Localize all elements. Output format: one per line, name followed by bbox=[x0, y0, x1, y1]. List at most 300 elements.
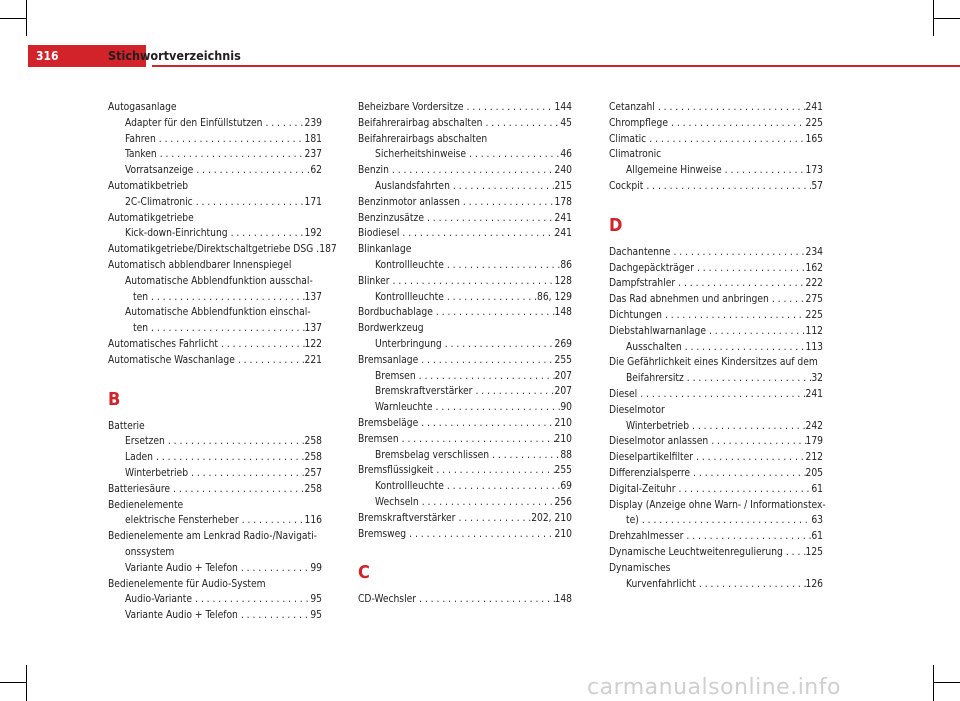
leader-dots bbox=[464, 100, 555, 116]
leader-dots bbox=[689, 419, 805, 435]
entry-term: Variante Audio + Telefon bbox=[125, 610, 238, 622]
index-subentry bbox=[358, 337, 572, 353]
entry-term: elektrische Fensterheber bbox=[125, 515, 239, 527]
entry-term: Dieselpartikelfilter bbox=[609, 452, 694, 464]
index-column-2 bbox=[358, 100, 572, 608]
index-entry bbox=[609, 466, 823, 482]
index-entry bbox=[609, 561, 823, 577]
entry-term: Digital-Zeituhr bbox=[609, 483, 676, 495]
leader-dots bbox=[239, 513, 305, 529]
page-reference: 258 bbox=[304, 452, 322, 464]
entry-term: Dachgepäckträger bbox=[609, 262, 694, 274]
index-subentry bbox=[358, 400, 572, 416]
crop-mark bbox=[933, 0, 934, 36]
page-reference: 257 bbox=[304, 467, 322, 479]
index-entry bbox=[609, 387, 823, 403]
leader-dots bbox=[424, 211, 555, 227]
page-reference: 62 bbox=[310, 165, 322, 177]
leader-dots bbox=[148, 290, 304, 306]
index-entry bbox=[358, 416, 572, 432]
entry-term: Winterbetrieb bbox=[626, 420, 690, 432]
leader-dots bbox=[694, 261, 806, 277]
page-reference: 239 bbox=[304, 117, 322, 129]
page-reference: 255 bbox=[554, 354, 572, 366]
index-subentry bbox=[358, 179, 572, 195]
header-rule bbox=[152, 65, 960, 67]
page-reference: 122 bbox=[304, 338, 322, 350]
index-entry bbox=[609, 261, 823, 277]
index-subentry bbox=[108, 305, 322, 321]
entry-term: Tanken bbox=[125, 149, 157, 161]
page-reference: 221 bbox=[304, 354, 322, 366]
entry-term: Autogasanlage bbox=[108, 102, 177, 113]
index-subentry bbox=[358, 479, 572, 495]
leader-dots bbox=[193, 163, 310, 179]
entry-term: Blinkanlage bbox=[358, 244, 412, 256]
entry-term: Beheizbare Vordersitze bbox=[358, 102, 464, 113]
leader-dots bbox=[639, 513, 812, 529]
leader-dots bbox=[444, 258, 560, 274]
entry-term: te) bbox=[626, 515, 639, 527]
crop-mark bbox=[0, 682, 26, 683]
entry-term: Bremsflüssigkeit bbox=[358, 465, 434, 477]
page-reference: 210 bbox=[554, 528, 572, 540]
index-subentry bbox=[108, 592, 322, 608]
index-entry bbox=[108, 482, 322, 498]
entry-term: Auslandsfahrten bbox=[375, 180, 450, 192]
entry-term: Automatisches Fahrlicht bbox=[108, 338, 218, 350]
index-entry bbox=[108, 353, 322, 369]
leader-dots bbox=[693, 450, 805, 466]
section-letter: D bbox=[609, 214, 623, 236]
page-reference: 215 bbox=[554, 180, 572, 192]
crop-mark bbox=[26, 0, 27, 36]
page-reference: 207 bbox=[554, 370, 572, 382]
index-subentry bbox=[108, 450, 322, 466]
entry-term: ten bbox=[133, 323, 149, 335]
index-subentry bbox=[108, 132, 322, 148]
running-head-title: Stichwortverzeichnis bbox=[108, 48, 241, 63]
entry-term: Sicherheitshinweise bbox=[375, 149, 467, 161]
leader-dots bbox=[157, 147, 305, 163]
entry-term: Automatische Abblendfunktion einschal- bbox=[125, 307, 311, 319]
index-entry bbox=[358, 100, 572, 116]
leader-dots bbox=[406, 527, 554, 543]
index-entry bbox=[358, 321, 572, 337]
index-entry bbox=[609, 371, 823, 387]
index-column-3 bbox=[609, 100, 826, 592]
entry-term: Beifahrerairbags abschalten bbox=[358, 133, 488, 145]
index-entry bbox=[609, 147, 823, 163]
entry-term: Die Gefährlichkeit eines Kindersitzes auf dem bbox=[609, 357, 818, 369]
entry-term: Bremsanlage bbox=[358, 354, 419, 366]
entry-term: Chrompflege bbox=[609, 117, 668, 129]
page-reference: 173 bbox=[805, 165, 823, 177]
index-subentry bbox=[358, 147, 572, 163]
index-entry bbox=[358, 511, 572, 527]
page-reference: 88 bbox=[560, 449, 572, 461]
page-reference: 125 bbox=[805, 546, 823, 558]
watermark-text: carmanualsonline.info bbox=[587, 675, 841, 700]
page-reference: 95 bbox=[310, 610, 322, 622]
page-reference: 207 bbox=[554, 386, 572, 398]
crop-mark bbox=[933, 665, 934, 701]
page-reference: 210 bbox=[554, 417, 572, 429]
leader-dots bbox=[690, 466, 805, 482]
page-reference: 61 bbox=[811, 483, 823, 495]
entry-term: Automatikbetrieb bbox=[108, 180, 189, 192]
entry-term: Cockpit bbox=[609, 180, 644, 192]
index-entry bbox=[609, 434, 823, 450]
entry-term: Bremskraftverstärker bbox=[358, 512, 456, 524]
index-entry bbox=[108, 290, 322, 306]
page-reference: 269 bbox=[554, 338, 572, 350]
index-subentry bbox=[108, 608, 322, 624]
page-reference: 237 bbox=[304, 149, 322, 161]
index-entry bbox=[609, 276, 823, 292]
entry-term: Automatikgetriebe bbox=[108, 212, 194, 224]
leader-dots bbox=[188, 466, 304, 482]
leader-dots bbox=[238, 561, 310, 577]
leader-dots bbox=[466, 147, 560, 163]
index-entry bbox=[108, 100, 322, 116]
index-subentry bbox=[108, 147, 322, 163]
index-entry bbox=[609, 179, 823, 195]
index-entry bbox=[609, 403, 823, 419]
entry-term: Bedienelemente für Audio-System bbox=[108, 578, 266, 590]
page-reference: 144 bbox=[554, 102, 572, 113]
entry-term: Dichtungen bbox=[609, 309, 662, 321]
leader-dots bbox=[262, 116, 304, 132]
index-column-1 bbox=[108, 100, 337, 624]
entry-term: Kontrollleuchte bbox=[375, 481, 444, 493]
entry-term: Wechseln bbox=[375, 496, 419, 508]
crop-mark bbox=[934, 682, 960, 683]
entry-term: Variante Audio + Telefon bbox=[125, 562, 238, 574]
index-entry bbox=[609, 116, 823, 132]
leader-dots bbox=[238, 608, 310, 624]
entry-term: Laden bbox=[125, 452, 153, 464]
page-reference: 148 bbox=[554, 594, 572, 606]
index-subentry bbox=[358, 258, 572, 274]
leader-dots bbox=[390, 274, 555, 290]
leader-dots bbox=[228, 226, 305, 242]
page-reference: 126 bbox=[805, 578, 823, 590]
leader-dots bbox=[416, 369, 555, 385]
index-subentry bbox=[108, 226, 322, 242]
leader-dots bbox=[418, 353, 554, 369]
page-reference: 162 bbox=[805, 262, 823, 274]
entry-term: Blinker bbox=[358, 275, 390, 287]
entry-term: Cetanzahl bbox=[609, 102, 655, 113]
entry-term: Dieselmotor bbox=[609, 404, 665, 416]
index-subentry bbox=[358, 290, 572, 306]
entry-term: Bordbuchablage bbox=[358, 307, 433, 319]
index-entry bbox=[108, 545, 322, 561]
entry-term: Biodiesel bbox=[358, 228, 400, 240]
entry-term: Vorratsanzeige bbox=[125, 165, 194, 177]
index-subentry bbox=[358, 448, 572, 464]
leader-dots bbox=[433, 400, 561, 416]
index-entry bbox=[108, 419, 322, 435]
page-reference: 255 bbox=[554, 465, 572, 477]
entry-term: Automatisch abblendbarer Innenspiegel bbox=[108, 259, 292, 271]
leader-dots bbox=[442, 337, 555, 353]
entry-term: Climatic bbox=[609, 133, 647, 145]
entry-term: onssystem bbox=[125, 546, 175, 558]
leader-dots bbox=[399, 432, 555, 448]
leader-dots bbox=[460, 195, 555, 211]
index-entry bbox=[358, 132, 572, 148]
entry-term: Diesel bbox=[609, 388, 638, 400]
index-entry bbox=[108, 498, 322, 514]
leader-dots bbox=[433, 305, 555, 321]
entry-term: Bremskraftverstärker bbox=[375, 386, 473, 398]
entry-term: Warnleuchte bbox=[375, 402, 433, 414]
index-entry bbox=[358, 527, 572, 543]
page-reference: 210 bbox=[554, 433, 572, 445]
leader-dots bbox=[489, 448, 560, 464]
page-reference: 205 bbox=[805, 467, 823, 479]
page-reference: 258 bbox=[304, 483, 322, 495]
page-reference: 86, 129 bbox=[537, 291, 572, 303]
page-reference: 234 bbox=[805, 246, 823, 258]
index-entry bbox=[108, 258, 322, 274]
leader-dots bbox=[148, 321, 304, 337]
page-reference: 178 bbox=[554, 196, 572, 208]
index-entry bbox=[609, 308, 823, 324]
index-entry bbox=[358, 463, 572, 479]
leader-dots bbox=[419, 495, 555, 511]
crop-mark bbox=[26, 665, 27, 701]
index-entry bbox=[108, 321, 322, 337]
leader-dots bbox=[643, 179, 811, 195]
leader-dots bbox=[218, 337, 305, 353]
entry-term: Beifahrerairbag abschalten bbox=[358, 117, 483, 129]
index-entry bbox=[609, 324, 823, 340]
leader-dots bbox=[399, 226, 554, 242]
index-subentry bbox=[609, 163, 823, 179]
page-reference: 63 bbox=[811, 515, 823, 527]
entry-term: Unterbringung bbox=[375, 338, 442, 350]
page-reference: 187 bbox=[319, 244, 337, 256]
leader-dots bbox=[444, 479, 560, 495]
index-subentry bbox=[108, 561, 322, 577]
leader-dots bbox=[683, 529, 811, 545]
index-entry bbox=[609, 498, 826, 514]
entry-term: Allgemeine Hinweise bbox=[626, 165, 722, 177]
index-entry bbox=[609, 100, 823, 116]
leader-dots bbox=[675, 276, 805, 292]
entry-term: Bedienelemente am Lenkrad Radio-/Navigati- bbox=[108, 531, 317, 543]
index-entry bbox=[609, 545, 823, 561]
entry-term: Kontrollleuchte bbox=[375, 291, 444, 303]
entry-term: Bremsen bbox=[375, 370, 416, 382]
entry-term: Diebstahlwarnanlage bbox=[609, 325, 706, 337]
crop-mark bbox=[0, 660, 960, 661]
leader-dots bbox=[153, 450, 305, 466]
page-reference: 258 bbox=[304, 436, 322, 448]
leader-dots bbox=[682, 340, 806, 356]
page-reference: 181 bbox=[304, 133, 322, 145]
entry-term: ten bbox=[133, 291, 149, 303]
index-subentry bbox=[108, 163, 322, 179]
index-entry bbox=[108, 337, 322, 353]
leader-dots bbox=[472, 384, 554, 400]
page-reference: 242 bbox=[805, 420, 823, 432]
leader-dots bbox=[662, 308, 806, 324]
crop-mark bbox=[934, 18, 960, 19]
entry-term: Automatische Abblendfunktion ausschal- bbox=[125, 275, 313, 287]
entry-term: Drehzahlmesser bbox=[609, 531, 684, 543]
entry-term: Ersetzen bbox=[125, 436, 165, 448]
index-subentry bbox=[358, 369, 572, 385]
index-entry bbox=[609, 292, 823, 308]
leader-dots bbox=[156, 132, 305, 148]
index-entry bbox=[609, 529, 823, 545]
page-reference: 61 bbox=[811, 531, 823, 543]
leader-dots bbox=[165, 434, 305, 450]
entry-term: Dynamische Leuchtweitenregulierung bbox=[609, 546, 783, 558]
entry-term: Benzin bbox=[358, 165, 389, 177]
page-reference: 241 bbox=[805, 388, 823, 400]
entry-term: Fahren bbox=[125, 133, 156, 145]
leader-dots bbox=[418, 416, 554, 432]
index-subentry bbox=[108, 466, 322, 482]
index-entry bbox=[609, 355, 823, 371]
leader-dots bbox=[482, 116, 560, 132]
page-reference: 116 bbox=[304, 515, 322, 527]
index-entry bbox=[358, 305, 572, 321]
leader-dots bbox=[706, 324, 806, 340]
page-reference: 99 bbox=[310, 562, 322, 574]
leader-dots bbox=[170, 482, 304, 498]
index-subentry bbox=[108, 116, 322, 132]
page-reference: 241 bbox=[805, 102, 823, 113]
entry-term: Benzinmotor anlassen bbox=[358, 196, 460, 208]
entry-term: Bremsbeläge bbox=[358, 417, 419, 429]
index-entry bbox=[358, 195, 572, 211]
index-entry bbox=[108, 242, 337, 258]
entry-term: Bedienelemente bbox=[108, 499, 184, 511]
entry-term: Automatikgetriebe/Direktschaltgetriebe DSG bbox=[108, 244, 314, 256]
index-entry bbox=[108, 577, 322, 593]
index-entry bbox=[358, 116, 572, 132]
page-reference: 192 bbox=[304, 228, 322, 240]
index-entry bbox=[609, 482, 823, 498]
page-reference: 57 bbox=[811, 180, 823, 192]
leader-dots bbox=[455, 511, 531, 527]
leader-dots bbox=[655, 100, 806, 116]
entry-term: Winterbetrieb bbox=[125, 467, 189, 479]
leader-dots bbox=[193, 195, 305, 211]
index-subentry bbox=[108, 434, 322, 450]
entry-term: Automatische Waschanlage bbox=[108, 354, 235, 366]
entry-term: Climatronic bbox=[609, 149, 662, 161]
index-entry bbox=[108, 529, 322, 545]
index-entry bbox=[108, 179, 322, 195]
page-reference: 225 bbox=[805, 117, 823, 129]
index-subentry bbox=[108, 274, 322, 290]
index-entry bbox=[609, 513, 823, 529]
entry-term: Bordwerkzeug bbox=[358, 323, 424, 335]
page-reference: 275 bbox=[805, 294, 823, 306]
index-entry bbox=[609, 245, 823, 261]
entry-term: Adapter für den Einfüllstutzen bbox=[125, 117, 263, 129]
page-reference: 69 bbox=[560, 481, 572, 493]
page-reference: 137 bbox=[304, 291, 322, 303]
page-reference: 212 bbox=[805, 452, 823, 464]
index-subentry bbox=[358, 384, 572, 400]
leader-dots bbox=[433, 463, 554, 479]
page-reference: 148 bbox=[554, 307, 572, 319]
entry-term: Ausschalten bbox=[626, 341, 682, 353]
entry-term: Audio-Variante bbox=[125, 594, 193, 606]
page-reference: 222 bbox=[805, 278, 823, 290]
leader-dots bbox=[637, 387, 805, 403]
index-entry bbox=[358, 432, 572, 448]
page-reference: 171 bbox=[304, 196, 322, 208]
index-entry bbox=[358, 592, 572, 608]
leader-dots bbox=[722, 163, 806, 179]
leader-dots bbox=[444, 290, 537, 306]
entry-term: Kontrollleuchte bbox=[375, 259, 444, 271]
leader-dots bbox=[783, 545, 806, 561]
index-subentry bbox=[358, 495, 572, 511]
leader-dots bbox=[389, 163, 555, 179]
leader-dots bbox=[696, 577, 806, 593]
entry-term: Dieselmotor anlassen bbox=[609, 436, 709, 448]
page-reference: 46 bbox=[560, 149, 572, 161]
page-reference: 90 bbox=[560, 402, 572, 414]
page-reference: 113 bbox=[805, 341, 823, 353]
section-letter: C bbox=[358, 562, 370, 584]
page-reference: 256 bbox=[554, 496, 572, 508]
page-reference: 202, 210 bbox=[531, 512, 572, 524]
entry-term: Batterie bbox=[108, 420, 145, 432]
index-entry bbox=[358, 163, 572, 179]
index-entry bbox=[609, 450, 823, 466]
entry-term: Benzinzusätze bbox=[358, 212, 424, 224]
index-subentry bbox=[609, 419, 823, 435]
entry-term: Batteriesäure bbox=[108, 483, 171, 495]
index-subentry bbox=[609, 340, 823, 356]
page-reference: 95 bbox=[310, 594, 322, 606]
entry-term: Bremsen bbox=[358, 433, 399, 445]
leader-dots bbox=[646, 132, 805, 148]
entry-term: Dampfstrahler bbox=[609, 278, 676, 290]
page-reference: 112 bbox=[805, 325, 823, 337]
leader-dots bbox=[192, 592, 310, 608]
index-subentry bbox=[108, 195, 322, 211]
leader-dots bbox=[708, 434, 805, 450]
crop-mark bbox=[0, 18, 26, 19]
entry-term: CD-Wechsler bbox=[358, 594, 417, 606]
index-entry bbox=[108, 211, 322, 227]
entry-term: Bremsbelag verschlissen bbox=[375, 449, 490, 461]
entry-term: Bremsweg bbox=[358, 528, 407, 540]
leader-dots bbox=[684, 371, 812, 387]
page-reference: 32 bbox=[811, 373, 823, 385]
entry-term: Kick-down-Einrichtung bbox=[125, 228, 228, 240]
entry-term: Kurvenfahrlicht bbox=[626, 578, 696, 590]
page-reference: 45 bbox=[560, 117, 572, 129]
index-entry bbox=[358, 226, 572, 242]
entry-term: Display (Anzeige ohne Warn- / Informationstex- bbox=[609, 499, 826, 511]
leader-dots bbox=[450, 179, 555, 195]
section-letter: B bbox=[108, 388, 121, 410]
page-reference: 137 bbox=[304, 323, 322, 335]
